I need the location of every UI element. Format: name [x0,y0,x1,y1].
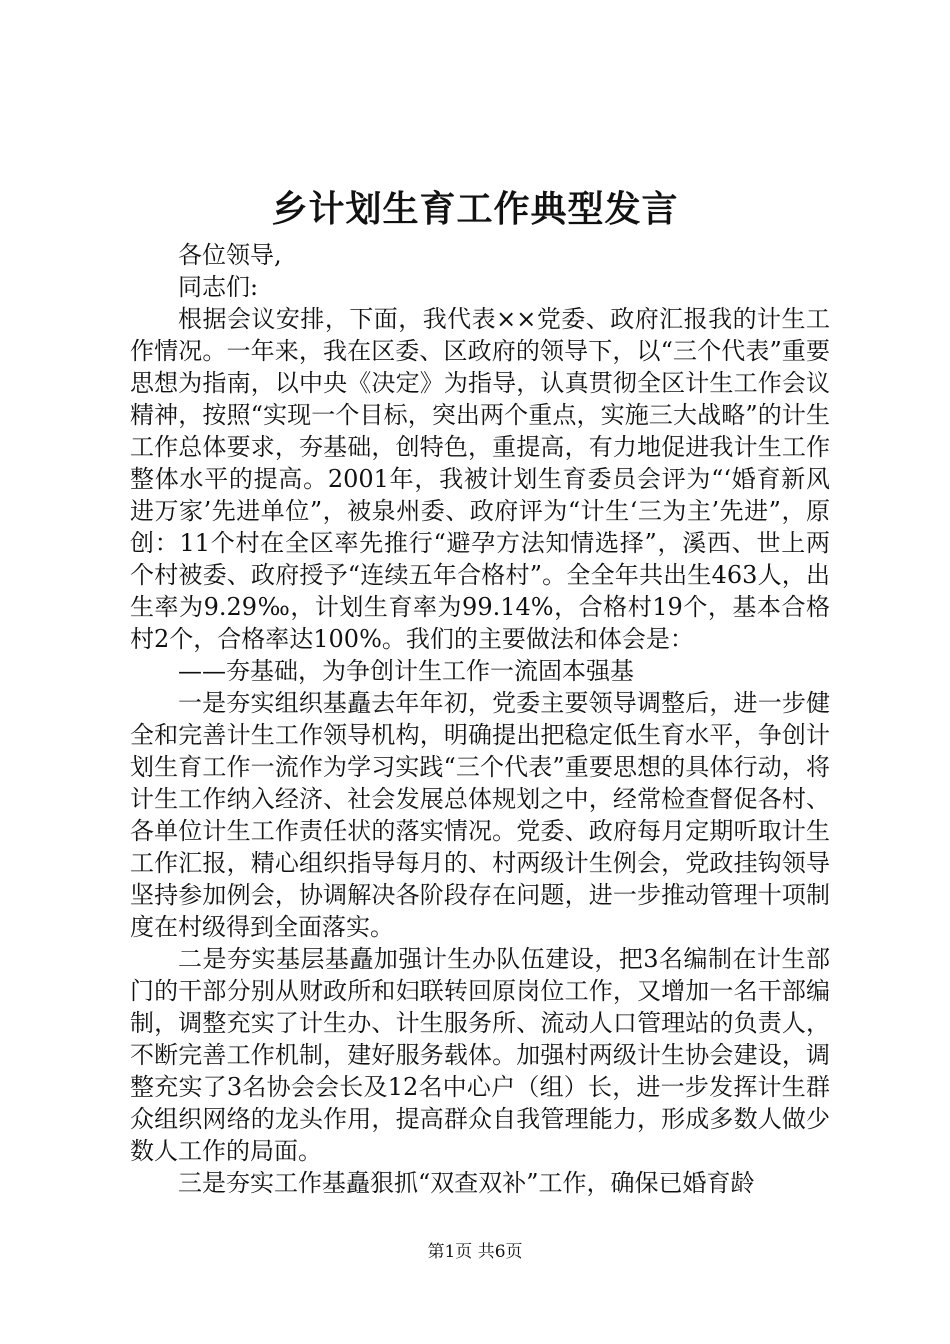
section-heading: ——夯基础，为争创计生工作一流固本强基 [178,657,634,685]
document-title: 乡计划生育工作典型发言 [271,188,679,230]
salutation-leaders: 各位领导, [178,241,282,269]
document-body [130,239,830,1199]
paragraph-work-base: 三是夯实工作基矗狠抓“双查双补”工作，确保已婚育龄 [178,1169,755,1197]
paragraph-grassroots: 二是夯实基层基矗加强计生办队伍建设，把3名编制在计生部门的干部分别从财政所和妇联转回原岗位工作，又增加一名干部编制，调整充实了计生办、计生服务所、流动人口管理站的负责人，不断完善工作机制，建好服务载体。加强村两级计生协会建设，调整充实了3名协会会长及12名中心户（组）长，进一步发挥计生群众组织网络的龙头作用，提高群众自我管理能力，形成多数人做少数人工作的局面。 [130,945,830,1165]
page-footer: 第1页 共6页 [427,1242,523,1262]
paragraph-organization: 一是夯实组织基矗去年年初，党委主要领导调整后，进一步健全和完善计生工作领导机构，明确提出把稳定低生育水平，争创计划生育工作一流作为学习实践“三个代表”重要思想的具体行动，将计生工作纳入经济、社会发展总体规划之中，经常检查督促各村、各单位计生工作责任状的落实情况。党委、政府每月定期听取计生工作汇报，精心组织指导每月的、村两级计生例会，党政挂钩领导坚持参加例会，协调解决各阶段存在问题，进一步推动管理十项制度在村级得到全面落实。 [130,689,830,941]
paragraph-intro: 根据会议安排，下面，我代表××党委、政府汇报我的计生工作情况。一年来，我在区委、区政府的领导下，以“三个代表”重要思想为指南，以中央《决定》为指导，认真贯彻全区计生工作会议精神，按照“实现一个目标，突出两个重点，实施三大战略”的计生工作总体要求，夯基础，创特色，重提高，有力地促进我计生工作整体水平的提高。2001年，我被计划生育委员会评为“‘婚育新风进万家’先进单位”，被泉州委、政府评为“计生‘三为主’先进”，原创：11个村在全区率先推行“避孕方法知情选择”，溪西、世上两个村被委、政府授予“连续五年合格村”。全全年共出生463人，出生率为9.29‰，计划生育率为99.14%，合格村19个，基本合格村2个，合格率达100%。我们的主要做法和体会是： [130,305,830,653]
salutation-comrades: 同志们: [178,273,259,301]
